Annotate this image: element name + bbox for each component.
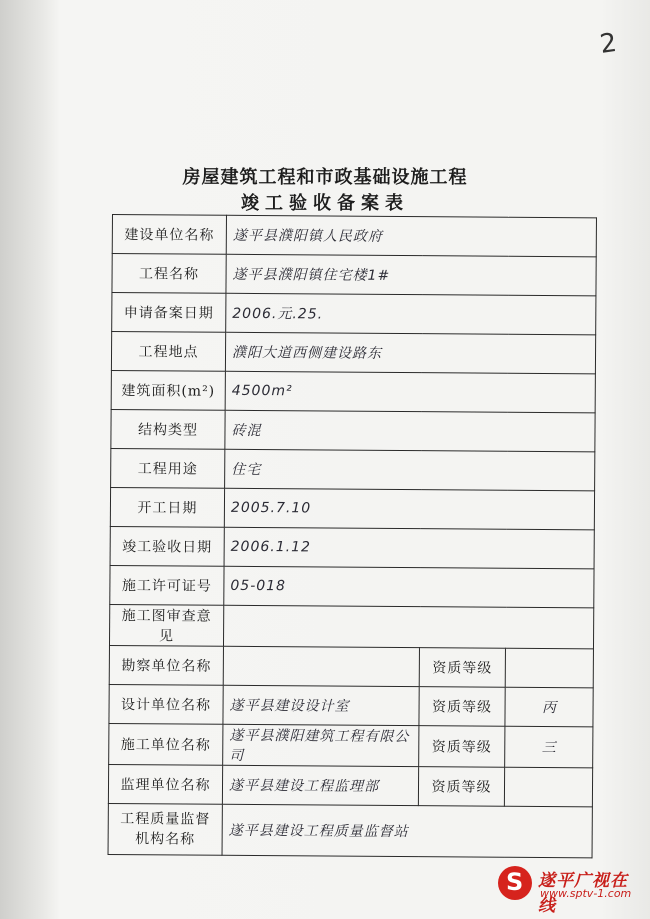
field-label: 工程名称 (112, 254, 226, 294)
unit-value (223, 646, 419, 686)
qualification-value (504, 767, 592, 807)
unit-value: 遂平县濮阳建筑工程有限公司 (223, 724, 419, 766)
watermark-url: www.sptv-1.com (540, 887, 632, 900)
form-row (111, 409, 595, 451)
unit-label: 勘察单位名称 (109, 645, 223, 685)
qualification-label: 资质等级 (418, 767, 504, 807)
qualification-label: 资质等级 (419, 687, 505, 727)
unit-label: 施工单位名称 (109, 723, 223, 765)
field-label: 施工图审查意见 (109, 604, 223, 646)
field-value: 05-018 (224, 566, 594, 608)
form-row (111, 370, 595, 412)
field-value: 2006.1.12 (224, 527, 594, 569)
form-row (109, 604, 593, 648)
unit-row (109, 645, 593, 687)
site-watermark (498, 864, 643, 916)
form-row (111, 448, 595, 490)
qualification-value (505, 648, 593, 688)
supervision-value: 遂平县建设工程质量监督站 (222, 804, 592, 858)
qualification-value: 三 (505, 726, 593, 768)
unit-value: 遂平县建设设计室 (223, 685, 419, 725)
qualification-value: 丙 (505, 687, 593, 727)
field-label: 开工日期 (110, 487, 224, 527)
unit-label: 设计单位名称 (109, 684, 223, 724)
supervision-label-line1: 工程质量监督 (120, 811, 211, 828)
field-value (223, 605, 593, 649)
form-row (110, 487, 594, 529)
field-label: 建筑面积(m²) (111, 370, 225, 410)
record-form-table (108, 214, 597, 858)
field-label: 工程用途 (111, 448, 225, 488)
field-label: 竣工验收日期 (110, 526, 224, 566)
qualification-label: 资质等级 (419, 648, 505, 688)
field-label: 结构类型 (111, 409, 225, 449)
field-value: 濮阳大道西侧建设路东 (225, 332, 595, 374)
form-row (112, 254, 596, 296)
field-value: 砖混 (225, 410, 595, 452)
field-label: 工程地点 (111, 332, 225, 372)
field-value: 2006.元.25. (226, 293, 596, 335)
form-row (112, 215, 596, 257)
form-row (110, 565, 594, 607)
field-label: 建设单位名称 (112, 215, 226, 255)
field-value: 遂平县濮阳镇人民政府 (226, 215, 596, 257)
field-label: 施工许可证号 (110, 565, 224, 605)
qualification-label: 资质等级 (419, 726, 505, 768)
field-label: 申请备案日期 (112, 293, 226, 333)
unit-row (109, 723, 593, 767)
supervision-label (108, 803, 222, 855)
unit-value: 遂平县建设工程监理部 (222, 765, 418, 805)
watermark-title: 遂平广视在线 (538, 871, 628, 916)
unit-row (109, 684, 593, 726)
form-title: 房屋建筑工程和市政基础设施工程 (182, 167, 468, 188)
field-value: 2005.7.10 (224, 488, 594, 530)
form-subtitle: 竣工验收备案表 (241, 193, 409, 214)
form-row (111, 332, 595, 374)
supervision-label-line2: 机构名称 (135, 831, 196, 848)
field-value: 住宅 (225, 449, 595, 491)
page-number-mark: 2 (598, 27, 619, 60)
unit-label: 监理单位名称 (108, 764, 222, 804)
field-value: 遂平县濮阳镇住宅楼1# (226, 254, 596, 296)
field-value: 4500m² (225, 371, 595, 413)
page-fold-shadow (0, 0, 60, 919)
watermark-logo-icon: S (498, 866, 532, 900)
supervision-row (108, 803, 592, 857)
form-row (110, 526, 594, 568)
form-row (112, 293, 596, 335)
unit-row (108, 764, 592, 806)
